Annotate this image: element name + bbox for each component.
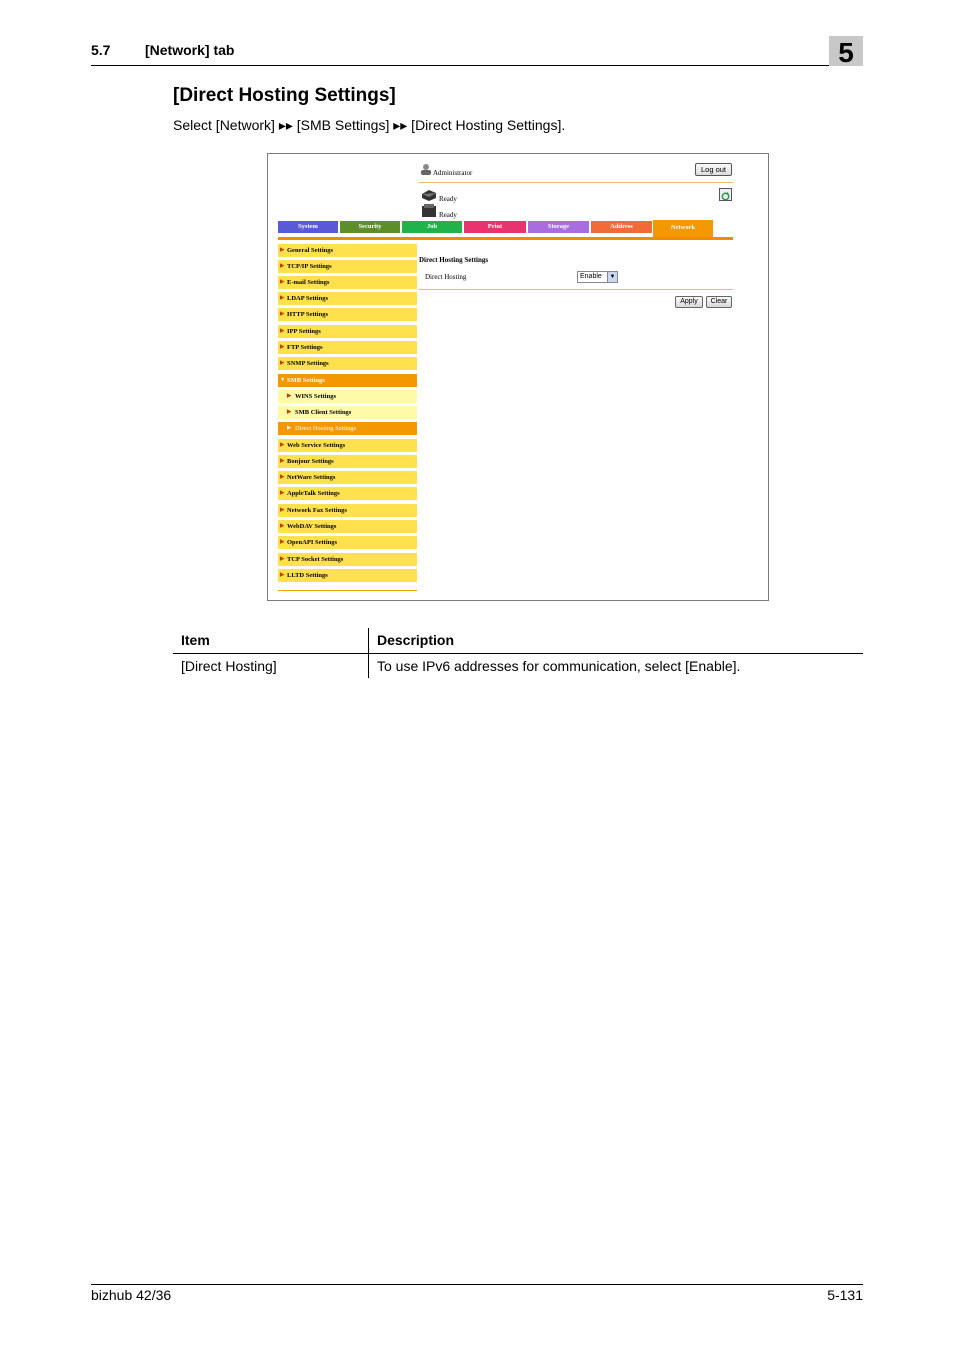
tab-address[interactable]: Address [591,221,652,233]
arrow-down-icon: ▼ [280,377,286,383]
menu-item[interactable]: ▶ LLTD Settings [278,569,417,582]
arrow-right-icon: ▶ [280,263,285,269]
arrow-right-icon: ▶ [280,360,285,366]
direct-hosting-select[interactable] [577,271,618,283]
menu-item[interactable]: ▶ HTTP Settings [278,308,417,321]
menu-item[interactable]: ▶ General Settings [278,244,417,257]
arrow-right-icon: ▶ [280,572,285,578]
table-row-description: To use IPv6 addresses for communication, select [Enable]. [377,658,741,674]
menu-item[interactable]: ▶ FTP Settings [278,341,417,354]
header-rule [91,65,863,66]
menu-item[interactable]: ▶ TCP/IP Settings [278,260,417,273]
navigation-instruction: Select [Network] ▸▸ [SMB Settings] ▸▸ [Direct Hosting Settings]. [173,117,566,133]
header-section-number: 5.7 [91,42,111,58]
select-value: Enable [580,273,602,280]
arrow-right-icon: ▶ [280,539,285,545]
footer-product: bizhub 42/36 [91,1287,172,1303]
menu-item-smb-open[interactable]: ▼ SMB Settings [278,374,417,387]
arrow-right-icon: ▶ [280,458,285,464]
page-title: [Direct Hosting Settings] [173,85,396,106]
arrow-right-icon: ▶ [280,507,285,513]
arrow-right-icon: ▶ [280,556,285,562]
table-column-divider [368,628,369,678]
tab-storage[interactable]: Storage [528,221,589,233]
arrow-right-icon: ▶ [287,393,292,399]
arrow-right-icon: ▶ [280,328,285,334]
printer-status: Ready [439,195,457,203]
menu-item[interactable]: ▶ AppleTalk Settings [278,487,417,500]
administrator-icon [420,163,432,175]
arrow-right-icon: ▶ [280,279,285,285]
menu-item[interactable]: ▶ Web Service Settings [278,439,417,452]
submenu-item[interactable]: ▶ SMB Client Settings [278,406,417,419]
refresh-icon[interactable] [719,188,732,201]
tab-system[interactable]: System [278,221,338,233]
arrow-right-icon: ▶ [280,442,285,448]
direct-hosting-label: Direct Hosting [425,273,467,281]
scanner-status: Ready [439,211,457,219]
footer-rule [91,1284,863,1285]
menu-item[interactable]: ▶ NetWare Settings [278,471,417,484]
arrow-right-icon: ▶ [280,344,285,350]
scanner-icon [420,204,438,218]
content-title: Direct Hosting Settings [419,256,489,264]
tab-security[interactable]: Security [340,221,400,233]
table-header-rule [173,653,863,654]
menu-item[interactable]: ▶ TCP Socket Settings [278,553,417,566]
content-divider [419,289,733,290]
printer-icon [420,189,438,201]
header-section-title: [Network] tab [145,42,235,58]
table-header-description: Description [377,632,455,648]
footer-page-number: 5-131 [827,1287,863,1303]
tab-underline [278,237,733,240]
top-divider [419,182,733,183]
menu-item[interactable]: ▶ E-mail Settings [278,276,417,289]
menu-item[interactable]: ▶ LDAP Settings [278,292,417,305]
menu-item[interactable]: ▶ OpenAPI Settings [278,536,417,549]
arrow-right-icon: ▶ [280,474,285,480]
logout-button[interactable]: Log out [695,163,732,176]
table-row-item: [Direct Hosting] [181,658,277,674]
arrow-right-icon: ▶ [287,409,292,415]
menu-item[interactable]: ▶ Bonjour Settings [278,455,417,468]
user-name: Administrator [433,169,473,177]
table-header-item: Item [181,632,210,648]
tab-network[interactable]: Network [653,220,713,237]
menu-item[interactable]: ▶ SNMP Settings [278,357,417,370]
arrow-right-icon: ▶ [287,425,292,431]
tab-print[interactable]: Print [464,221,526,233]
arrow-right-icon: ▶ [280,295,285,301]
clear-button[interactable]: Clear [706,296,732,308]
apply-button[interactable]: Apply [675,296,703,308]
chapter-number-box: 5 [829,36,863,66]
submenu-item-selected[interactable]: ▶ Direct Hosting Settings [278,422,417,435]
menu-item[interactable]: ▶ Network Fax Settings [278,504,417,517]
tab-job[interactable]: Job [402,221,462,233]
arrow-right-icon: ▶ [280,490,285,496]
submenu-item[interactable]: ▶ WINS Settings [278,390,417,403]
arrow-right-icon: ▶ [280,523,285,529]
arrow-right-icon: ▶ [280,311,285,317]
chevron-down-icon: ▼ [607,272,617,282]
menu-item[interactable]: ▶ WebDAV Settings [278,520,417,533]
arrow-right-icon: ▶ [280,247,285,253]
embedded-screenshot [267,153,769,601]
menu-bottom-rule [278,590,417,591]
menu-item[interactable]: ▶ IPP Settings [278,325,417,338]
